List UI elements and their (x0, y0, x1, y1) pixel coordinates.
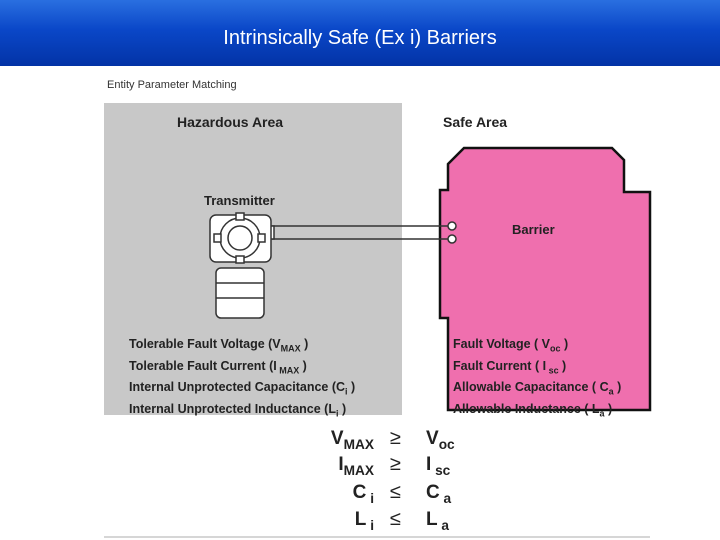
barrier-param: Fault Voltage ( $V_{oc}$ ) (453, 337, 569, 354)
transmitter-label: Transmitter (204, 193, 275, 208)
condition-lhs: $V_{MAX}$ (330, 428, 374, 452)
slide-title: Intrinsically Safe (Ex i) Barriers (223, 27, 497, 49)
device-param: Tolerable Fault Voltage ($V_{MAX}$ ) (129, 337, 309, 354)
condition-rhs: C $_a$ (426, 482, 452, 506)
condition-lhs: C $_i$ (352, 482, 374, 506)
condition-rhs: L $_a$ (426, 509, 450, 533)
terminal-top (448, 222, 456, 230)
condition-operator: ≤ (390, 481, 401, 503)
device-param: Tolerable Fault Current (I $_{MAX}$ ) (129, 358, 307, 375)
transmitter-icon (210, 213, 274, 318)
barrier-label: Barrier (512, 222, 555, 237)
barrier-param: Fault Current ( I $_{sc}$ ) (453, 358, 567, 375)
condition-lhs: $I_{MAX}$ (338, 454, 374, 478)
hazardous-area-label: Hazardous Area (177, 114, 284, 130)
condition-operator: ≥ (390, 453, 401, 475)
device-parameter-list (129, 336, 355, 422)
condition-rhs: $V_{oc}$ (426, 428, 455, 452)
safe-area-label: Safe Area (443, 114, 508, 130)
barrier-parameter-list (453, 336, 621, 422)
barrier-param: Allowable Capacitance ( $C_a$ ) (453, 380, 622, 397)
device-param: Internal Unprotected Inductance ($L_i$ ) (129, 401, 347, 418)
condition-rhs: I $_{sc}$ (426, 454, 451, 478)
terminal-bottom (448, 235, 456, 243)
condition-operator: ≤ (390, 508, 401, 530)
condition-operator: ≥ (390, 427, 401, 449)
device-param: Internal Unprotected Capacitance ($C_i$ ) (129, 380, 356, 397)
barrier-param: Allowable Inductance ( $L_a$ ) (453, 401, 613, 418)
figure-caption: Entity Parameter Matching (107, 79, 237, 91)
condition-lhs: L $_i$ (354, 509, 374, 533)
